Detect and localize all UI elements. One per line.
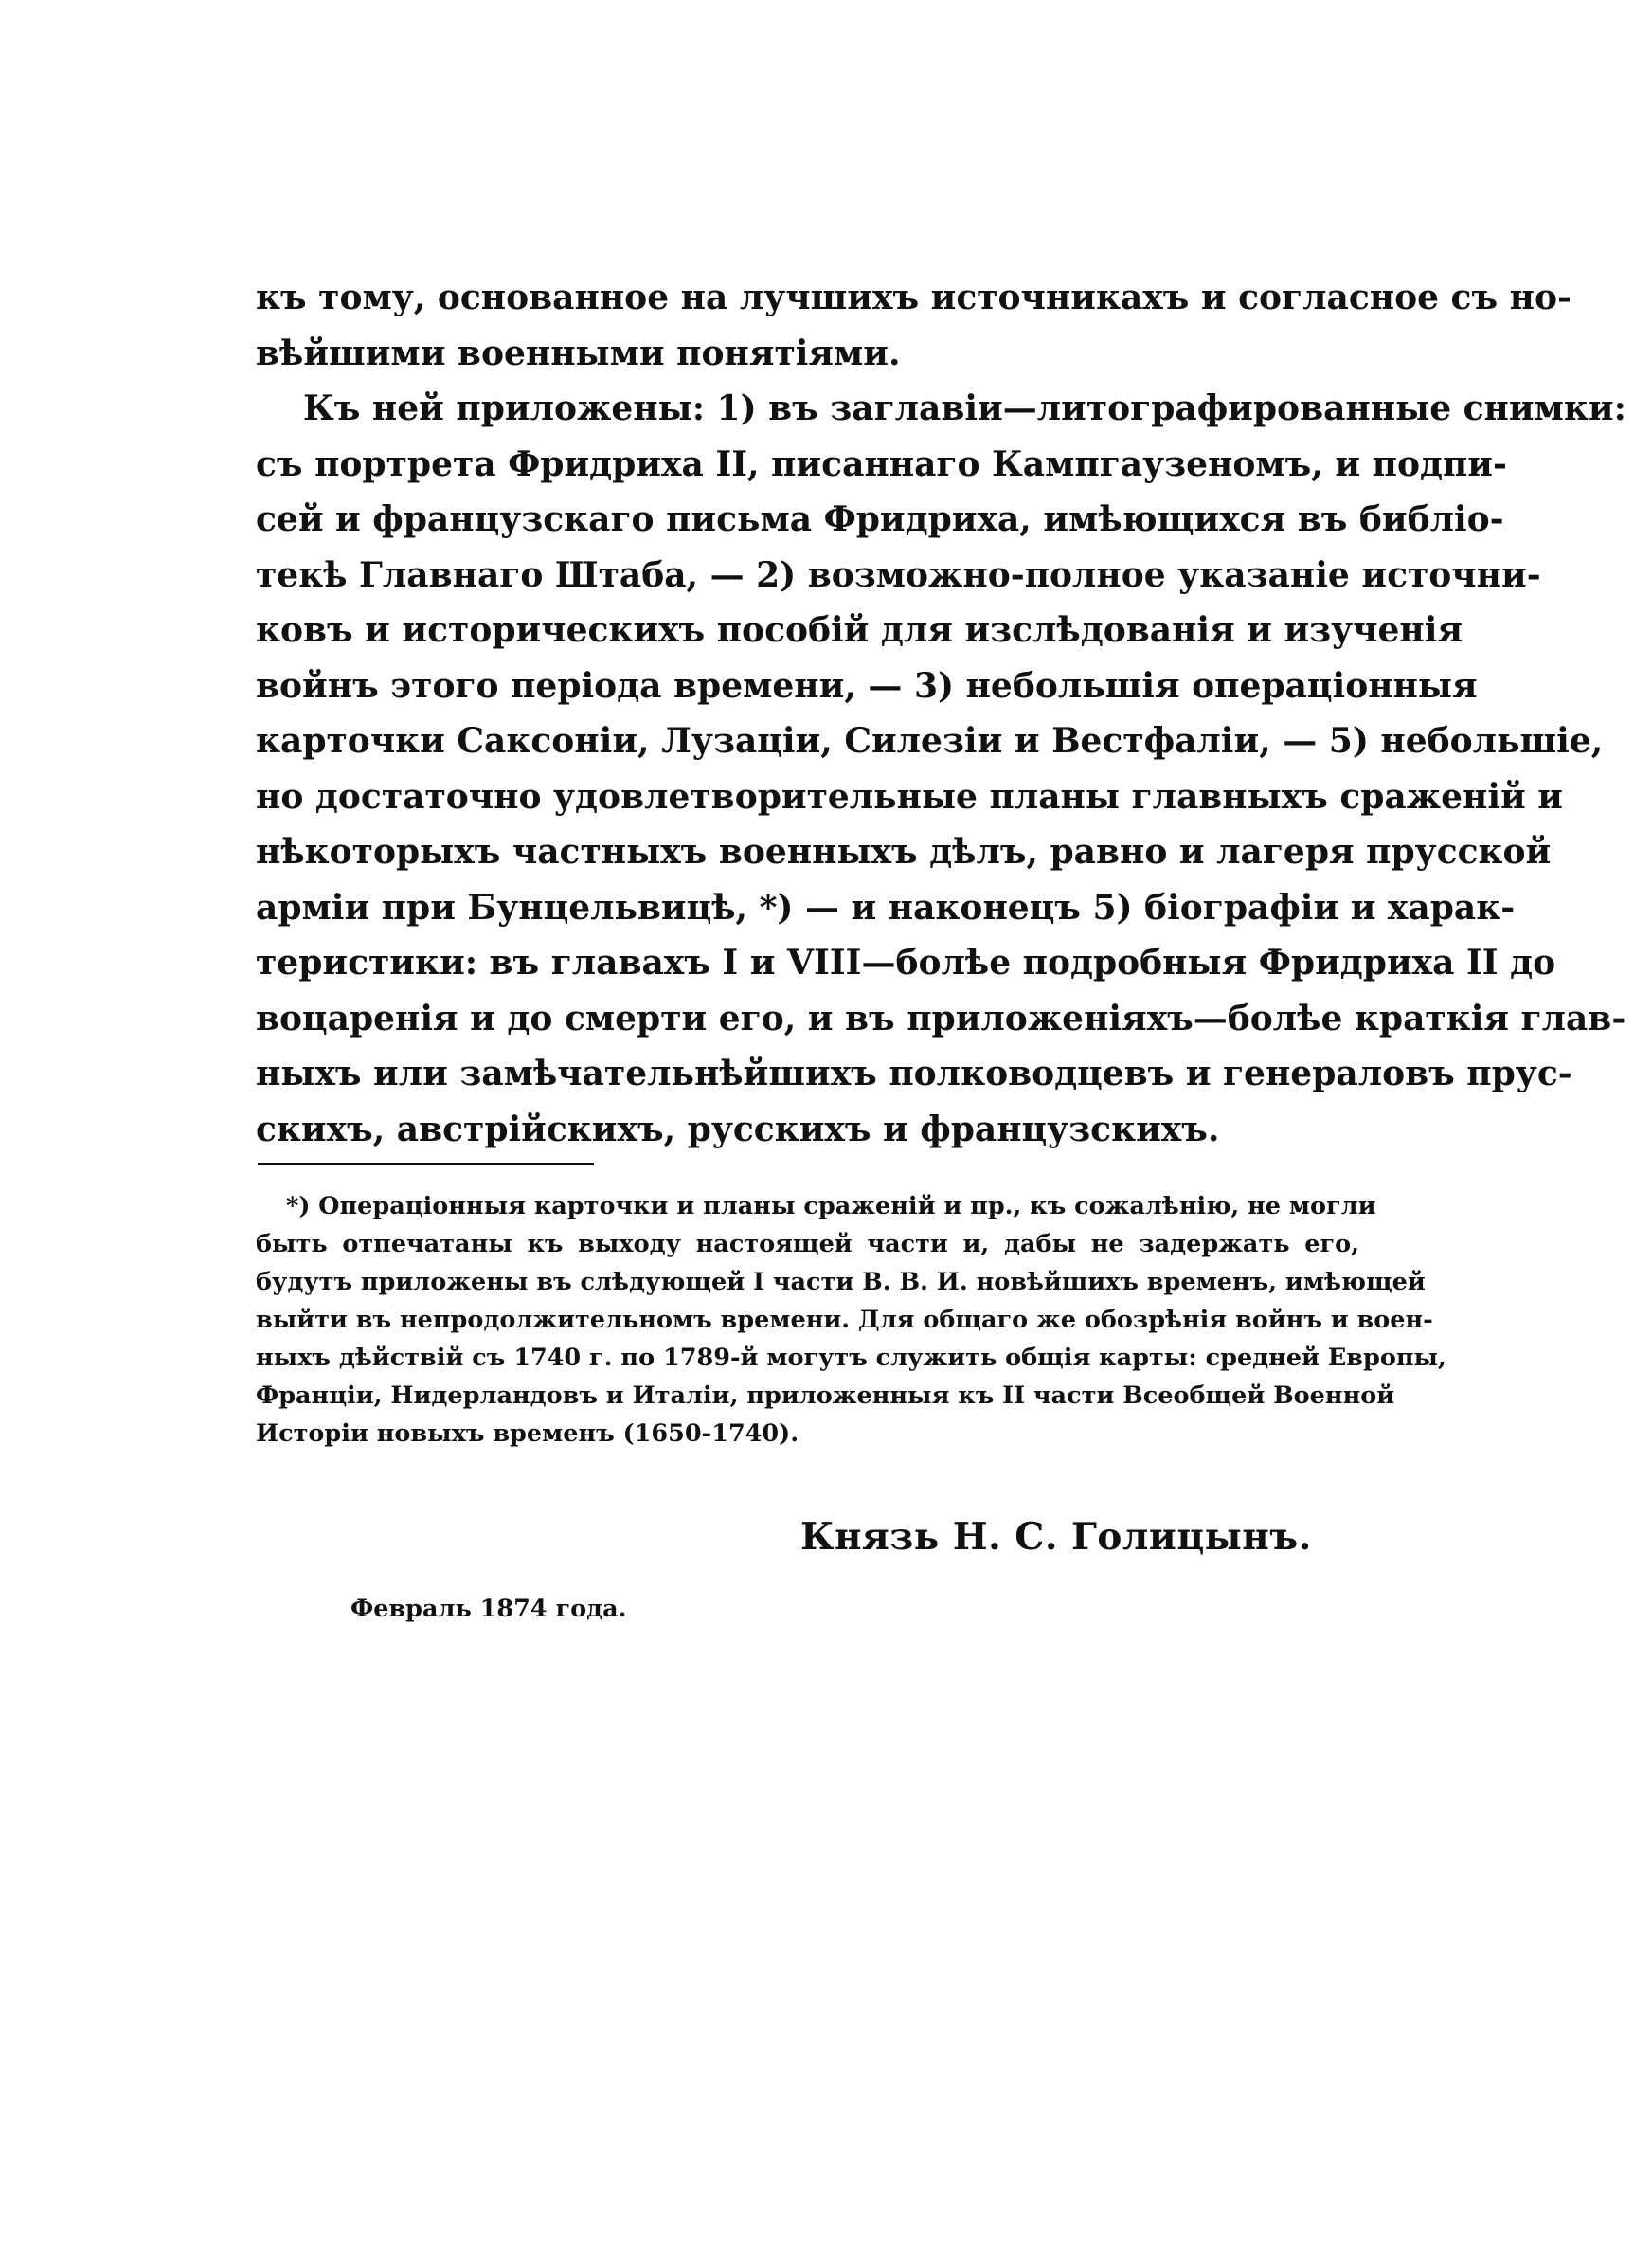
- footnote-line: Франціи, Нидерландовъ и Италіи, приложенныя къ II части Всеобщей Военной: [256, 1381, 1395, 1410]
- text-line: воцаренія и до смерти его, и въ приложеніяхъ—болѣе краткія глав-: [256, 998, 1626, 1038]
- text-line: арміи при Бунцельвицѣ, *) — и наконецъ 5) біографіи и харак-: [256, 887, 1516, 928]
- date-line: Февраль 1874 года.: [350, 1595, 627, 1623]
- footnote-line: быть отпечатаны къ выходу настоящей части и, дабы не задержать его,: [256, 1230, 1359, 1258]
- text-line: нѣкоторыхъ частныхъ военныхъ дѣлъ, равно и лагеря прусской: [256, 832, 1552, 872]
- footnote-separator: [258, 1163, 594, 1165]
- footnote: [256, 1187, 1446, 1453]
- text-line: но достаточно удовлетворительные планы главныхъ сраженій и: [256, 776, 1563, 817]
- footnote-line: выйти въ непродолжительномъ времени. Для общаго же обозрѣнія войнъ и воен-: [256, 1306, 1433, 1334]
- footnote-line: будутъ приложены въ слѣдующей I части В. В. И. новѣйшихъ временъ, имѣющей: [256, 1268, 1426, 1296]
- footnote-line: Исторіи новыхъ временъ (1650-1740).: [256, 1419, 799, 1448]
- text-line: текѣ Главнаго Штаба, — 2) возможно-полное указаніе источни-: [256, 554, 1541, 595]
- main-text: [256, 270, 1626, 1157]
- footnote-line: ныхъ дѣйствій съ 1740 г. по 1789-й могутъ служить общія карты: средней Европы,: [256, 1344, 1446, 1372]
- author-signature: Князь Н. С. Голицынъ.: [800, 1515, 1312, 1559]
- footnote-line: *) Операціонныя карточки и планы сраженій и пр., къ сожалѣнію, не могли: [286, 1192, 1376, 1220]
- text-line: сей и французскаго письма Фридриха, имѣющихся въ библіо-: [256, 499, 1504, 539]
- text-line: къ тому, основанное на лучшихъ источникахъ и согласное съ но-: [256, 278, 1571, 317]
- text-line: войнъ этого періода времени, — 3) небольшія операціонныя: [256, 665, 1478, 706]
- text-line: Къ ней приложены: 1) въ заглавіи—литографированные снимки:: [303, 388, 1626, 428]
- text-line: съ портрета Фридриха II, писаннаго Кампгаузеномъ, и подпи-: [256, 443, 1507, 484]
- text-line: ковъ и историческихъ пособій для изслѣдованія и изученія: [256, 610, 1463, 650]
- text-line: карточки Саксоніи, Лузаціи, Силезіи и Вестфаліи, — 5) небольшіе,: [256, 721, 1604, 761]
- text-line: теристики: въ главахъ I и VIII—болѣе подробныя Фридриха II до: [256, 943, 1556, 983]
- text-line: ныхъ или замѣчательнѣйшихъ полководцевъ и генераловъ прус-: [256, 1054, 1572, 1093]
- text-line: скихъ, австрійскихъ, русскихъ и французскихъ.: [256, 1109, 1220, 1149]
- text-line: вѣйшими военными понятіями.: [256, 333, 901, 373]
